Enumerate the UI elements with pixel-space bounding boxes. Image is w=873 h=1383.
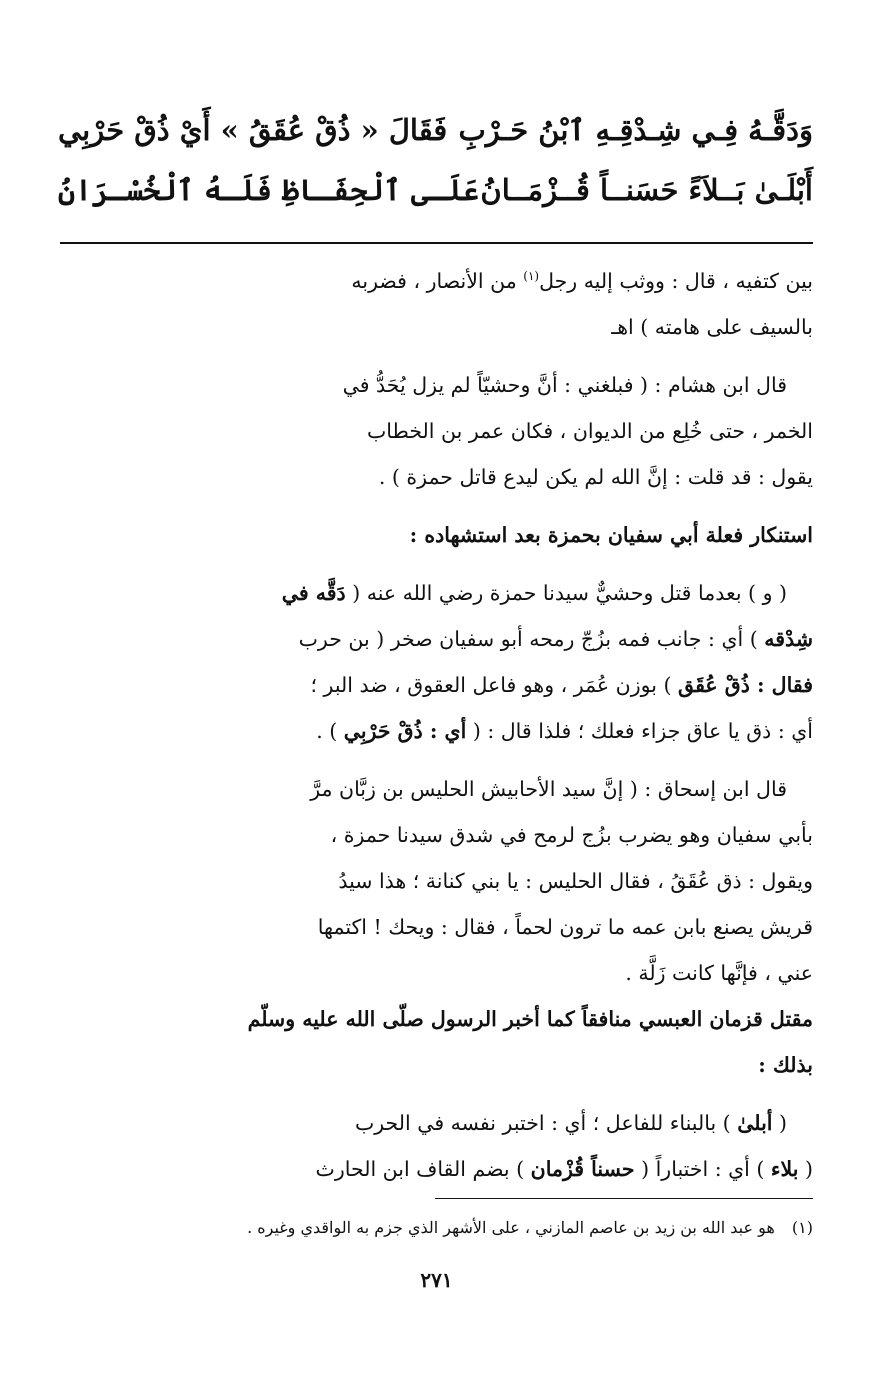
- footnote: [60, 1218, 813, 1237]
- para-3-line-1: [245, 570, 813, 616]
- para-2-line-3: يقول : قد قلت : إنَّ الله لم يكن ليدع قاتل حمزة ) .: [378, 465, 813, 489]
- text-run: ) بضم القاف ابن الحارث: [315, 1157, 531, 1181]
- para-4-line-2: بأبي سفيان وهو يضرب بزُج لرمح في شدق سيدنا حمزة ،: [330, 823, 813, 847]
- verse-1-first-hemistich: وَدَقَّـهُ فِـي شِـدْقِـهِ ٱبْنُ حَـرْبِ: [458, 112, 813, 147]
- commentary-body: [245, 258, 813, 1192]
- bold-run: دَقَّه في: [281, 581, 346, 605]
- verse-line-1: [58, 100, 813, 160]
- para-4-line-4: قريش يصنع بابن عمه ما ترون لحماً ، فقال : ويحك ! اكتمها: [317, 915, 813, 939]
- text-run: من الأنصار ، فضربه: [351, 269, 524, 293]
- footnote-number: (١): [791, 1218, 813, 1237]
- para-4-line-5: عني ، فإنَّها كانت زَلَّة .: [625, 961, 813, 985]
- bold-run: بلاء: [770, 1157, 799, 1181]
- section-heading-1: استنكار فعلة أبي سفيان بحمزة بعد استشهاده :: [409, 523, 813, 547]
- text-run: (: [798, 1157, 813, 1181]
- footnote-separator-rule: [435, 1198, 813, 1199]
- text-run: أي : ذق يا عاق جزاء فعلك ؛ فلذا قال : (: [466, 719, 813, 743]
- bold-run: أبلىٰ: [737, 1111, 773, 1135]
- text-run: ) أي : اختباراً (: [634, 1157, 771, 1181]
- verse-1-second-hemistich: فَقَالَ « ذُقْ عُقَقُ » أَيْ ذُقْ حَرْبِي: [58, 112, 448, 147]
- verse-separator-rule: [60, 242, 813, 244]
- verse-2-first-hemistich: أَبْلَـىٰ بَــلاَءً حَسَنــاً قُــزْمَــانُ: [480, 172, 813, 207]
- text-run: ) .: [316, 719, 344, 743]
- para-4-line-1: قال ابن إسحاق : ( إنَّ سيد الأحابيش الحليس بن زبَّان مرَّ: [310, 777, 787, 801]
- verse-2-second-hemistich: عَلَـى ٱلْحِفَـاظِ فَلَـهُ ٱلْخُسْـرَانُ: [58, 172, 480, 207]
- para-3-line-4: [245, 708, 813, 754]
- para-5-line-1: [245, 1100, 813, 1146]
- text-run: (: [772, 1111, 787, 1135]
- text-run: بين كتفيه ، قال : ووثب إليه رجل: [539, 269, 813, 293]
- bold-run: أي : ذُقْ حَرْبِي: [343, 719, 467, 743]
- para-2-line-2: الخمر ، حتى خُلِع من الديوان ، فكان عمر بن الخطاب: [366, 419, 813, 443]
- para-3-line-3: [245, 662, 813, 708]
- text-run: ) أي : جانب فمه بزُجّ رمحه أبو سفيان صخر ( بن حرب: [298, 627, 765, 651]
- para-5-line-2: [245, 1146, 813, 1192]
- text-run: ( و ) بعدما قتل وحشيٌّ سيدنا حمزة رضي الله عنه (: [345, 581, 787, 605]
- para-2-line-1: قال ابن هشام : ( فبلغني : أنَّ وحشيّاً لم يزل يُحَدُّ في: [342, 373, 787, 397]
- verse-line-2: [58, 160, 813, 220]
- section-heading-2-line-1: مقتل قزمان العبسي منافقاً كما أخبر الرسول صلّى الله عليه وسلّم: [247, 1007, 813, 1031]
- para-1-line-2: بالسيف على هامته ) اهـ: [611, 315, 813, 339]
- para-4-line-3: ويقول : ذق عُقَقُ ، فقال الحليس : يا بني كنانة ؛ هذا سيدُ: [338, 869, 813, 893]
- text-run: ) بالبناء للفاعل ؛ أي : اختبر نفسه في الحرب: [354, 1111, 738, 1135]
- verse-block: [58, 100, 813, 220]
- bold-run: فقال : ذُقْ عُقَق: [677, 673, 813, 697]
- section-heading-2-line-2: بذلك :: [758, 1053, 813, 1077]
- para-3-line-2: [245, 616, 813, 662]
- para-1-line-1: [245, 258, 813, 304]
- footnote-ref: (١): [523, 269, 540, 284]
- bold-run: شِدْقه: [764, 627, 813, 651]
- page-number: ٢٧١: [420, 1268, 453, 1292]
- footnote-text: هو عبد الله بن زيد بن عاصم المازني ، على الأشهر الذي جزم به الواقدي وغيره .: [247, 1218, 775, 1237]
- text-run: ) بوزن عُمَر ، وهو فاعل العقوق ، ضد البر ؛: [310, 673, 678, 697]
- bold-run: حسناً قُزْمان: [530, 1157, 635, 1181]
